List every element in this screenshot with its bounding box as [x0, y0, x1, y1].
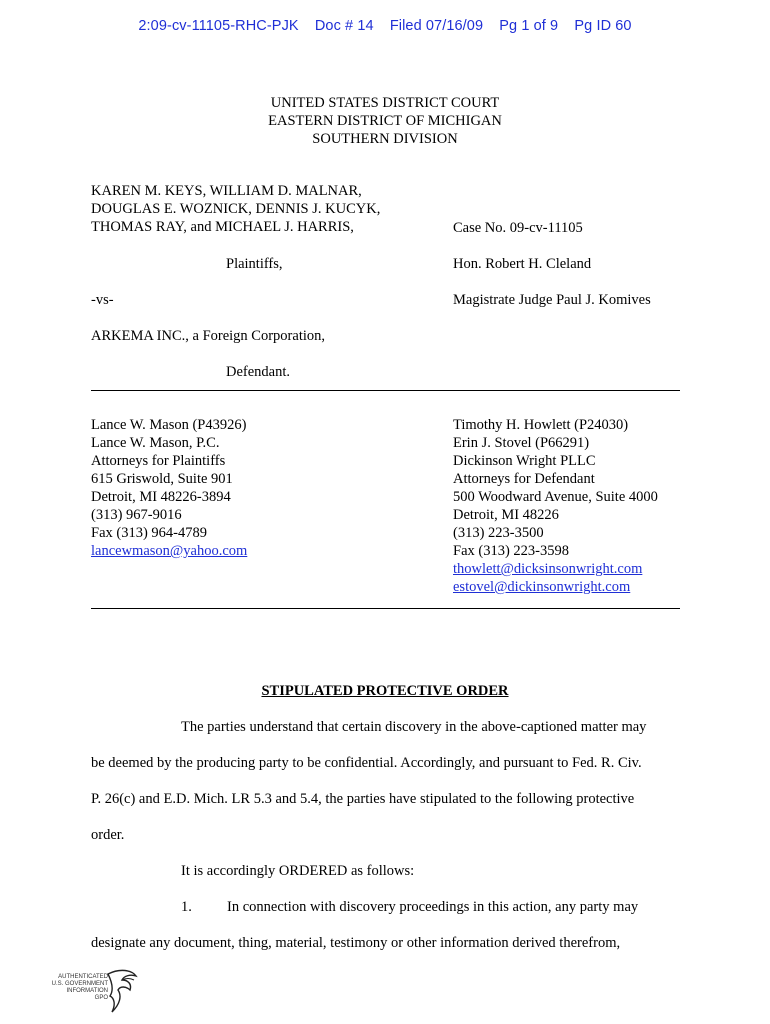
counsel-phone: (313) 967-9016 [91, 507, 182, 523]
body-line: be deemed by the producing party to be confidential. Accordingly, and pursuant to Fed. R. Civ. [91, 755, 642, 771]
eagle-icon [102, 968, 142, 1018]
case-number: Case No. 09-cv-11105 [453, 220, 583, 236]
seal-line: GPO [94, 995, 108, 1001]
seal-line: INFORMATION [66, 988, 108, 994]
item-number: 1. [181, 899, 192, 915]
plaintiffs-label: Plaintiffs, [226, 256, 283, 272]
plaintiffs-line: DOUGLAS E. WOZNICK, DENNIS J. KUCYK, [91, 201, 381, 217]
counsel-name: Lance W. Mason (P43926) [91, 417, 247, 433]
plaintiffs-counsel-block [91, 416, 247, 560]
counsel-firm: Lance W. Mason, P.C. [91, 435, 220, 451]
counsel-role: Attorneys for Defendant [453, 471, 595, 487]
counsel-city: Detroit, MI 48226-3894 [91, 489, 231, 505]
counsel-name: Erin J. Stovel (P66291) [453, 435, 590, 451]
plaintiffs-line: KAREN M. KEYS, WILLIAM D. MALNAR, [91, 183, 362, 199]
gpo-authentication-seal [30, 968, 140, 1018]
counsel-address: 500 Woodward Avenue, Suite 4000 [453, 489, 658, 505]
body-line: P. 26(c) and E.D. Mich. LR 5.3 and 5.4, the parties have stipulated to the following protective [91, 791, 635, 807]
counsel-divider [91, 608, 680, 609]
counsel-address: 615 Griswold, Suite 901 [91, 471, 233, 487]
magistrate-judge: Magistrate Judge Paul J. Komives [453, 292, 651, 308]
counsel-role: Attorneys for Plaintiffs [91, 453, 226, 469]
order-title: STIPULATED PROTECTIVE ORDER [261, 683, 509, 699]
seal-line: U.S. GOVERNMENT [51, 981, 108, 987]
header-page-count: Pg 1 of 9 [499, 18, 559, 34]
counsel-fax: Fax (313) 964-4789 [91, 525, 207, 541]
court-heading [0, 94, 770, 148]
body-line: order. [91, 827, 125, 843]
header-filed-date: Filed 07/16/09 [389, 18, 484, 34]
howlett-email-link[interactable]: thowlett@dicksinsonwright.com [453, 561, 643, 577]
plaintiffs-line: THOMAS RAY, and MICHAEL J. HARRIS, [91, 219, 354, 235]
header-page-id: Pg ID 60 [574, 18, 632, 34]
counsel-firm: Dickinson Wright PLLC [453, 453, 596, 469]
court-name: UNITED STATES DISTRICT COURT [270, 95, 500, 111]
counsel-fax: Fax (313) 223-3598 [453, 543, 569, 559]
stovel-email-link[interactable]: estovel@dickinsonwright.com [453, 579, 631, 595]
defendant-label: Defendant. [226, 364, 291, 380]
header-case-number: 2:09-cv-11105-RHC-PJK [138, 18, 299, 34]
filing-header [0, 18, 770, 34]
body-line: designate any document, thing, material, testimony or other information derived therefrom, [91, 935, 621, 951]
counsel-name: Timothy H. Howlett (P24030) [453, 417, 629, 433]
body-line: In connection with discovery proceedings in this action, any party may [227, 899, 639, 915]
plaintiffs-names [91, 182, 380, 236]
court-district: EASTERN DISTRICT OF MICHIGAN [268, 113, 502, 129]
body-line: The parties understand that certain discovery in the above-captioned matter may [181, 719, 647, 735]
seal-line: AUTHENTICATED [58, 974, 108, 980]
counsel-phone: (313) 223-3500 [453, 525, 544, 541]
versus-label: -vs- [91, 292, 114, 308]
body-line: It is accordingly ORDERED as follows: [181, 863, 415, 879]
judge-name: Hon. Robert H. Cleland [453, 256, 592, 272]
defendant-name: ARKEMA INC., a Foreign Corporation, [91, 328, 325, 344]
seal-text [30, 974, 108, 1002]
defendant-counsel-block [453, 416, 658, 596]
caption-divider [91, 390, 680, 391]
header-doc-number: Doc # 14 [314, 18, 374, 34]
court-division: SOUTHERN DIVISION [312, 131, 458, 147]
plaintiffs-email-link[interactable]: lancewmason@yahoo.com [91, 543, 248, 559]
counsel-city: Detroit, MI 48226 [453, 507, 559, 523]
